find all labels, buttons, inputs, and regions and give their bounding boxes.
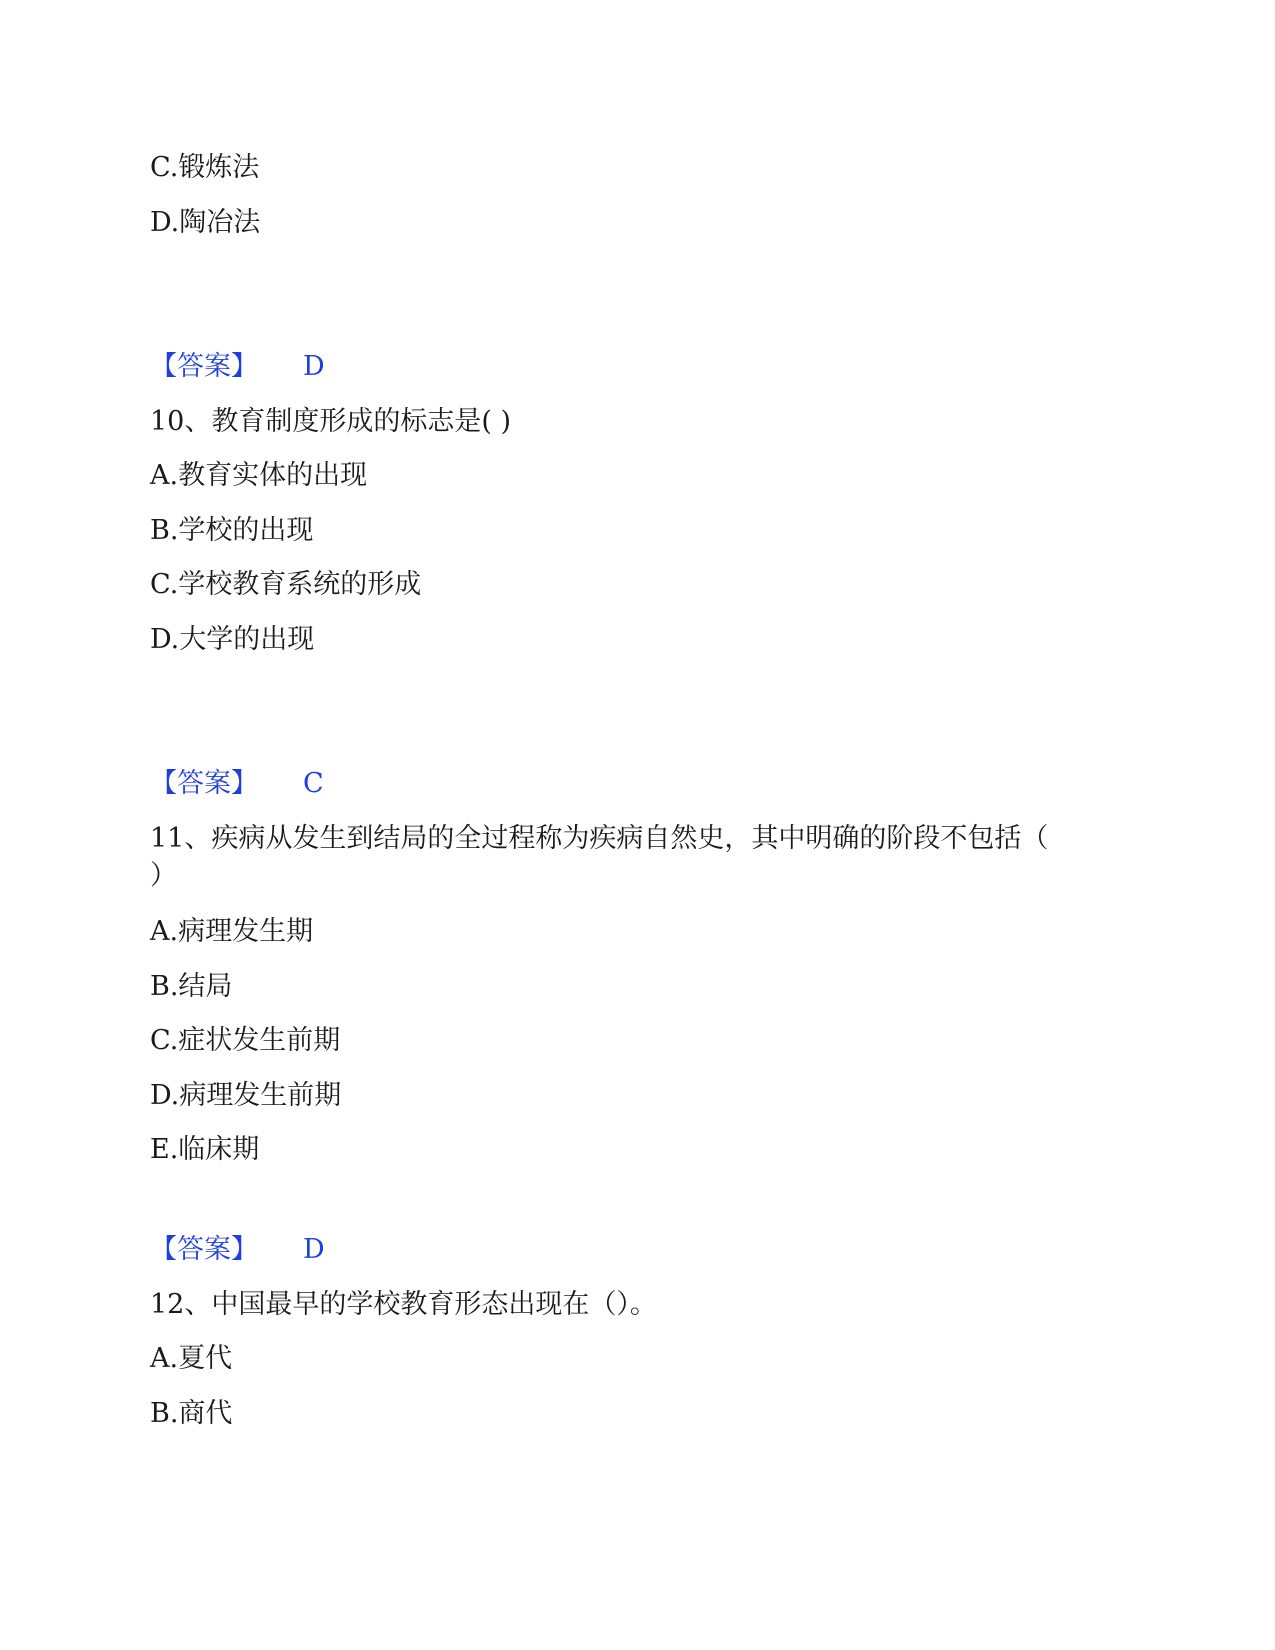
question-11-line1: 11、疾病从发生到结局的全过程称为疾病自然史，其中明确的阶段不包括（ <box>150 823 1049 854</box>
option-c: C.学校教育系统的形成 <box>150 569 422 600</box>
answer-row <box>150 767 324 801</box>
option-a: A.夏代 <box>150 1343 233 1374</box>
answer-label: 【答案】 <box>150 351 258 382</box>
option-d: D.大学的出现 <box>150 624 315 655</box>
answer-row <box>150 1233 325 1267</box>
option-a: A.病理发生期 <box>150 916 314 947</box>
question-11-line2: ） <box>150 860 177 891</box>
answer-row <box>150 350 325 384</box>
option-b: B.商代 <box>150 1398 233 1429</box>
option-c: C.锻炼法 <box>150 152 260 183</box>
option-c: C.症状发生前期 <box>150 1025 341 1056</box>
answer-label: 【答案】 <box>150 1234 258 1265</box>
option-d: D.病理发生前期 <box>150 1080 342 1111</box>
option-b: B.学校的出现 <box>150 515 314 546</box>
question-10: 10、教育制度形成的标志是( ) <box>150 406 512 437</box>
answer-value: D <box>303 351 325 382</box>
answer-value: C <box>303 768 324 799</box>
answer-label: 【答案】 <box>150 768 258 799</box>
option-a: A.教育实体的出现 <box>150 460 368 491</box>
option-d: D.陶冶法 <box>150 207 261 238</box>
question-12: 12、中国最早的学校教育形态出现在（）。 <box>150 1289 657 1320</box>
answer-value: D <box>303 1234 325 1265</box>
option-e: E.临床期 <box>150 1134 260 1165</box>
option-b: B.结局 <box>150 971 233 1002</box>
